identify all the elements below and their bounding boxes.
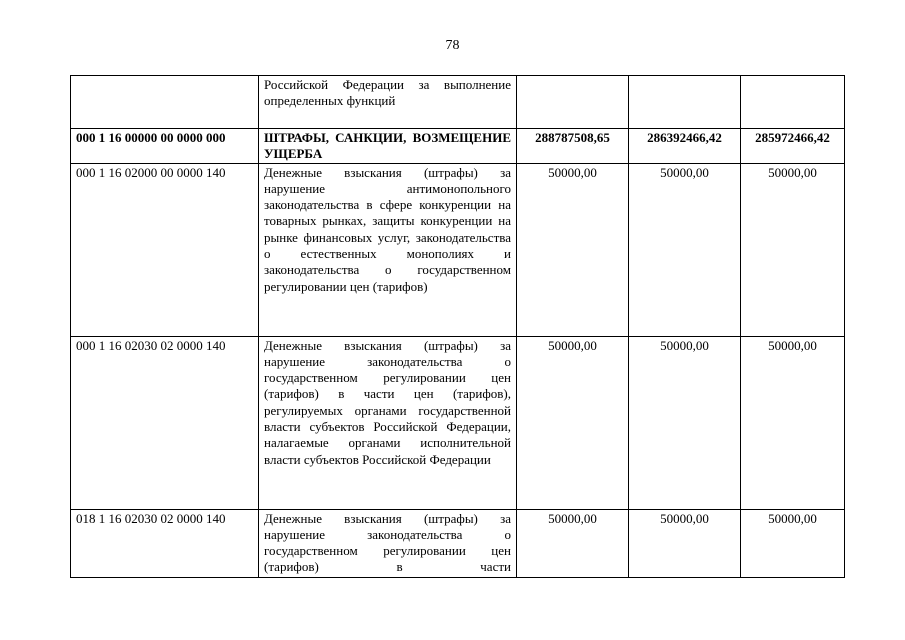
- row-value-3: 50000,00: [741, 163, 845, 336]
- table-row: [71, 129, 845, 164]
- table-row: [71, 336, 845, 509]
- row-value-3: 50000,00: [741, 509, 845, 577]
- page-number: 78: [445, 38, 460, 53]
- row-value-3: [741, 76, 845, 129]
- row-code: 000 1 16 02000 00 0000 140: [71, 163, 259, 336]
- row-value-2: 50000,00: [629, 336, 741, 509]
- row-value-2: 50000,00: [629, 163, 741, 336]
- row-value-2: [629, 76, 741, 129]
- row-name: Денежные взыскания (штрафы) за нарушение антимонопольного законодательства в сфере конкуренции на товарных рынках, защиты конкуренции на рынке финансовых услуг, законодательства о естественных монополиях и законодательства о государственном регулировании цен (тарифов): [259, 163, 517, 336]
- row-code: 000 1 16 00000 00 0000 000: [71, 129, 259, 164]
- row-code: [71, 76, 259, 129]
- row-value-1: 50000,00: [517, 163, 629, 336]
- row-value-3: 285972466,42: [741, 129, 845, 164]
- table-row: [71, 509, 845, 577]
- row-name: Денежные взыскания (штрафы) за нарушение законодательства о государственном регулировании цен (тарифов) в части цен (тарифов), регулируемых органами государственной власти субъектов Российской Федерации, налагаемые органами исполнительной власти субъектов Российской Федерации: [259, 336, 517, 509]
- row-name: ШТРАФЫ, САНКЦИИ, ВОЗМЕЩЕНИЕ УЩЕРБА: [259, 129, 517, 164]
- row-code: 000 1 16 02030 02 0000 140: [71, 336, 259, 509]
- table-row: [71, 163, 845, 336]
- row-value-2: 50000,00: [629, 509, 741, 577]
- row-value-1: 50000,00: [517, 509, 629, 577]
- row-value-1: 288787508,65: [517, 129, 629, 164]
- row-name: Денежные взыскания (штрафы) за нарушение законодательства о государственном регулировании цен (тарифов) в части: [259, 509, 517, 577]
- row-name: Российской Федерации за выполнение определенных функций: [259, 76, 517, 129]
- row-value-1: 50000,00: [517, 336, 629, 509]
- row-value-1: [517, 76, 629, 129]
- budget-revenue-table: [70, 75, 845, 578]
- table-row: [71, 76, 845, 129]
- row-code: 018 1 16 02030 02 0000 140: [71, 509, 259, 577]
- row-value-3: 50000,00: [741, 336, 845, 509]
- row-value-2: 286392466,42: [629, 129, 741, 164]
